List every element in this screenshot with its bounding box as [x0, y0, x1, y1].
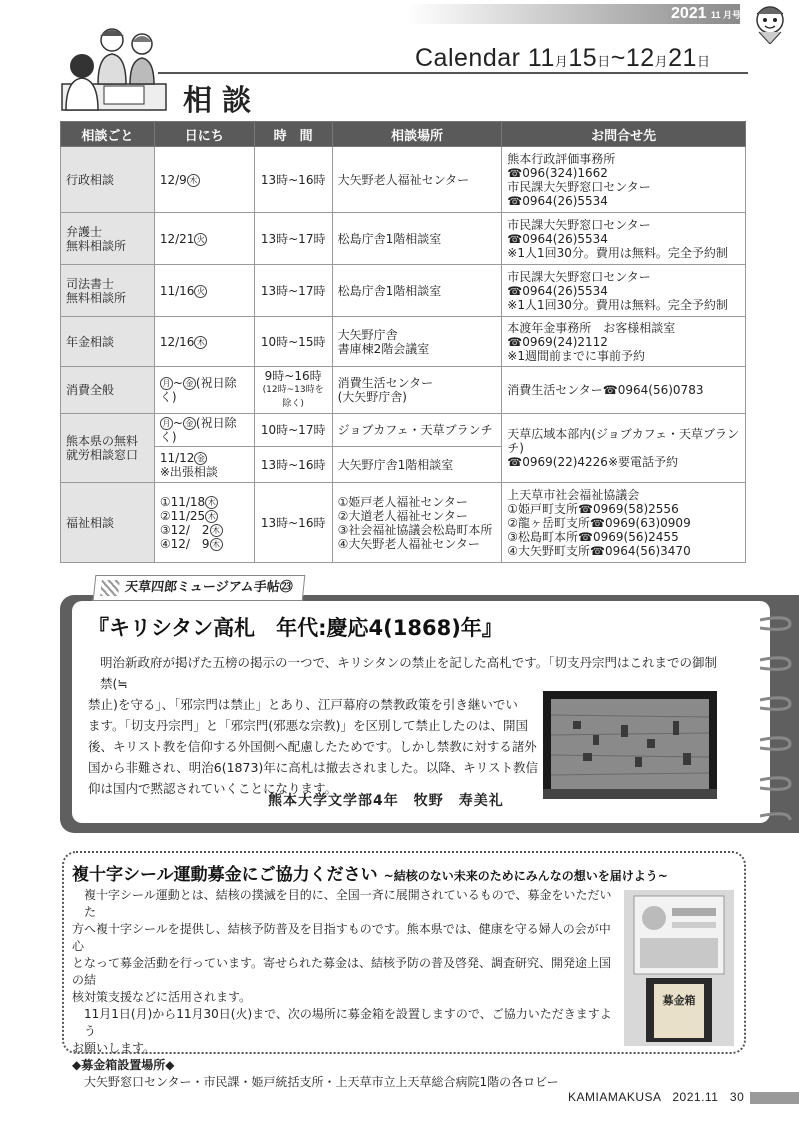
place-cell: ①姫戸老人福祉センター ②大道老人福祉センター ③社会福祉協議会松島町本所 ④大矢野老人福祉センター	[332, 483, 502, 563]
calendar-unit: 日	[597, 54, 611, 69]
category-cell: 弁護士 無料相談所	[61, 213, 155, 265]
contact-cell: 市民課大矢野窓口センター ☎0964(26)5534 ※1人1回30分。費用は無料。完全予約制	[502, 265, 746, 317]
footer-bar	[750, 1092, 799, 1104]
wooden-notice-board-photo	[543, 691, 717, 799]
date-cell: 12/21 火	[154, 213, 254, 265]
seal-campaign-title: 複十字シール運動募金にご協力ください ~結核のない未来のためにみんなの想いを届けよう~	[72, 865, 668, 885]
weekday-badge: 木	[205, 496, 218, 509]
page-footer	[568, 1090, 744, 1104]
contact-cell: 消費生活センター☎0964(56)0783	[502, 367, 746, 414]
calendar-word: Calendar	[415, 44, 521, 72]
museum-tab-label: 天草四郎ミュージアム手帖㉓	[93, 575, 306, 601]
weekday-badge: 木	[187, 174, 200, 187]
category-cell: 行政相談	[61, 147, 155, 213]
museum-author: 熊本大学文学部4年 牧野 寿美礼	[268, 793, 504, 809]
donation-place-heading: ◆募金箱設置場所◆	[72, 1058, 175, 1072]
weekday-badge: 火	[194, 233, 207, 246]
place-cell: 松島庁舎1階相談室	[332, 213, 502, 265]
contact-cell: 熊本行政評価事務所 ☎096(324)1662 市民課大矢野窓口センター ☎0964(26)5534	[502, 147, 746, 213]
seal-campaign-subtitle: ~結核のない未来のためにみんなの想いを届けよう~	[383, 869, 668, 883]
donation-box-label: 募金箱	[662, 994, 696, 1007]
weekday-badge: 月	[160, 417, 173, 430]
table-row	[61, 483, 746, 563]
date-cell: ①11/18 木 ②11/25 木 ③12/ 2 木 ④12/ 9 木	[154, 483, 254, 563]
table-row	[61, 414, 746, 447]
table-row	[61, 367, 746, 414]
weekday-badge: 木	[205, 510, 218, 523]
issue-year: 2021	[670, 5, 707, 22]
table-row	[61, 317, 746, 367]
museum-article-body: 明治新政府が掲げた五榜の掲示の一つで、キリシタンの禁止を記した高札です。「切支丹宗門はこれまでの御制禁(≒ 禁止)を守る」、「邪宗門は禁止」とあり、江戸幕府の禁教政策を引き継いでい ます。「切支丹宗門」と「邪宗門(邪悪な宗教)」を区別して禁止したのは、開国 後、キリスト教を信仰する外国側へ配慮したためです。しかし禁教に対する諸外 国から非難され、明治6(1873)年に高札は撤去されました。以降、キリスト教信 仰は国内で黙認されていくことになります。	[88, 655, 718, 796]
page-number: 30	[729, 1090, 745, 1104]
time-cell: 9時~16時 (12時~13時を除く)	[254, 367, 332, 414]
seal-campaign-body: 複十字シール運動とは、結核の撲滅を目的に、全国一斉に展開されているもので、募金をいただいた 方へ複十字シールを提供し、結核予防普及を目指すものです。熊本県では、健康を守る婦人の会が中心 となって募金活動を行っています。寄せられた募金は、結核予防の普及啓発、調査研究、開発途上国の結 核対策支援などに活用されます。 11月1日(月)から11月30日(火)まで、次の場所に募金箱を設置しますので、ご協力いただきますよう お願いします。 ◆募金箱設置場所◆ 大矢野窓口センター・市民課・姫戸統括支所・上天草市立上天草総合病院1階の各ロビー	[72, 887, 620, 1091]
category-cell: 熊本県の無料 就労相談窓口	[61, 414, 155, 483]
date-cell: 月 ~ 金 (祝日除く)	[154, 414, 254, 447]
calendar-end-month: 12	[625, 44, 655, 72]
calendar-start-day: 15	[568, 44, 598, 72]
column-header: お問合せ先	[502, 122, 746, 147]
weekday-badge: 金	[183, 377, 196, 390]
table-row	[61, 265, 746, 317]
calendar-end-day: 21	[668, 44, 697, 72]
calendar-unit: 月	[654, 54, 669, 69]
column-header: 日にち	[154, 122, 254, 147]
category-cell: 司法書士 無料相談所	[61, 265, 155, 317]
category-cell: 福祉相談	[61, 483, 155, 563]
table-header-row	[61, 122, 746, 147]
mascot-icon	[747, 0, 793, 44]
calendar-start-month: 11	[527, 44, 555, 72]
time-cell: 13時~16時	[254, 483, 332, 563]
donation-box-photo	[624, 890, 734, 1046]
date-cell: 月 ~ 金 (祝日除く)	[154, 367, 254, 414]
date-cell: 12/16 木	[154, 317, 254, 367]
calendar-unit: 月	[554, 54, 569, 69]
weekday-badge: 金	[194, 452, 207, 465]
weekday-badge: 金	[183, 417, 196, 430]
time-cell: 10時~15時	[254, 317, 332, 367]
date-cell: 12/9 木	[154, 147, 254, 213]
contact-cell: 天草広域本部内(ジョブカフェ・天草ブランチ) ☎0969(22)4226※要電話予約	[502, 414, 746, 483]
place-cell: 消費生活センター (大矢野庁舎)	[332, 367, 502, 414]
footer-issue: 2021.11	[672, 1090, 719, 1104]
time-cell: 13時~16時	[254, 147, 332, 213]
issue-month: 11 月号	[710, 10, 741, 20]
calendar-underline	[158, 72, 748, 74]
time-cell: 10時~17時	[254, 414, 332, 447]
magazine-name: KAMIAMAKUSA	[568, 1090, 661, 1104]
stripe-decoration	[100, 580, 120, 596]
header-gradient	[0, 4, 740, 24]
time-cell: 13時~17時	[254, 265, 332, 317]
category-cell: 年金相談	[61, 317, 155, 367]
place-cell: ジョブカフェ・天草ブランチ	[332, 414, 502, 447]
date-cell: 11/12 金 ※出張相談	[154, 447, 254, 483]
place-cell: 松島庁舎1階相談室	[332, 265, 502, 317]
weekday-badge: 火	[194, 285, 207, 298]
table-row	[61, 213, 746, 265]
time-cell: 13時~16時	[254, 447, 332, 483]
calendar-separator: ~	[610, 44, 626, 72]
time-cell: 13時~17時	[254, 213, 332, 265]
place-cell: 大矢野庁舎1階相談室	[332, 447, 502, 483]
table-row	[61, 147, 746, 213]
place-cell: 大矢野庁舎 書庫棟2階会議室	[332, 317, 502, 367]
date-cell: 11/16 火	[154, 265, 254, 317]
donation-place-text: 大矢野窓口センター・市民課・姫戸統括支所・上天草市立上天草総合病院1階の各ロビー	[84, 1075, 559, 1089]
calendar-range	[415, 44, 710, 73]
column-header: 相談場所	[332, 122, 502, 147]
column-header: 相談ごと	[61, 122, 155, 147]
consultation-table	[60, 121, 746, 563]
calendar-unit: 日	[696, 54, 711, 69]
contact-cell: 上天草市社会福祉協議会 ①姫戸町支所☎0969(58)2556 ②龍ヶ岳町支所☎0969(63)0909 ③松島町本所☎0969(56)2455 ④大矢野町支所☎0964(56)3470	[502, 483, 746, 563]
column-header: 時 間	[254, 122, 332, 147]
section-title: 相談	[183, 83, 262, 117]
contact-cell: 本渡年金事務所 お客様相談室 ☎0969(24)2112 ※1週間前までに事前予約	[502, 317, 746, 367]
place-cell: 大矢野老人福祉センター	[332, 147, 502, 213]
consultation-people-icon	[60, 22, 168, 114]
weekday-badge: 木	[194, 336, 207, 349]
weekday-badge: 月	[160, 377, 173, 390]
weekday-badge: 木	[210, 524, 223, 537]
category-cell: 消費全般	[61, 367, 155, 414]
contact-cell: 市民課大矢野窓口センター ☎0964(26)5534 ※1人1回30分。費用は無料。完全予約制	[502, 213, 746, 265]
weekday-badge: 木	[210, 538, 223, 551]
issue-label	[671, 4, 741, 25]
binder-rings-icon	[760, 612, 799, 822]
museum-title: 『キリシタン高札 年代:慶応4(1868)年』	[88, 616, 503, 640]
